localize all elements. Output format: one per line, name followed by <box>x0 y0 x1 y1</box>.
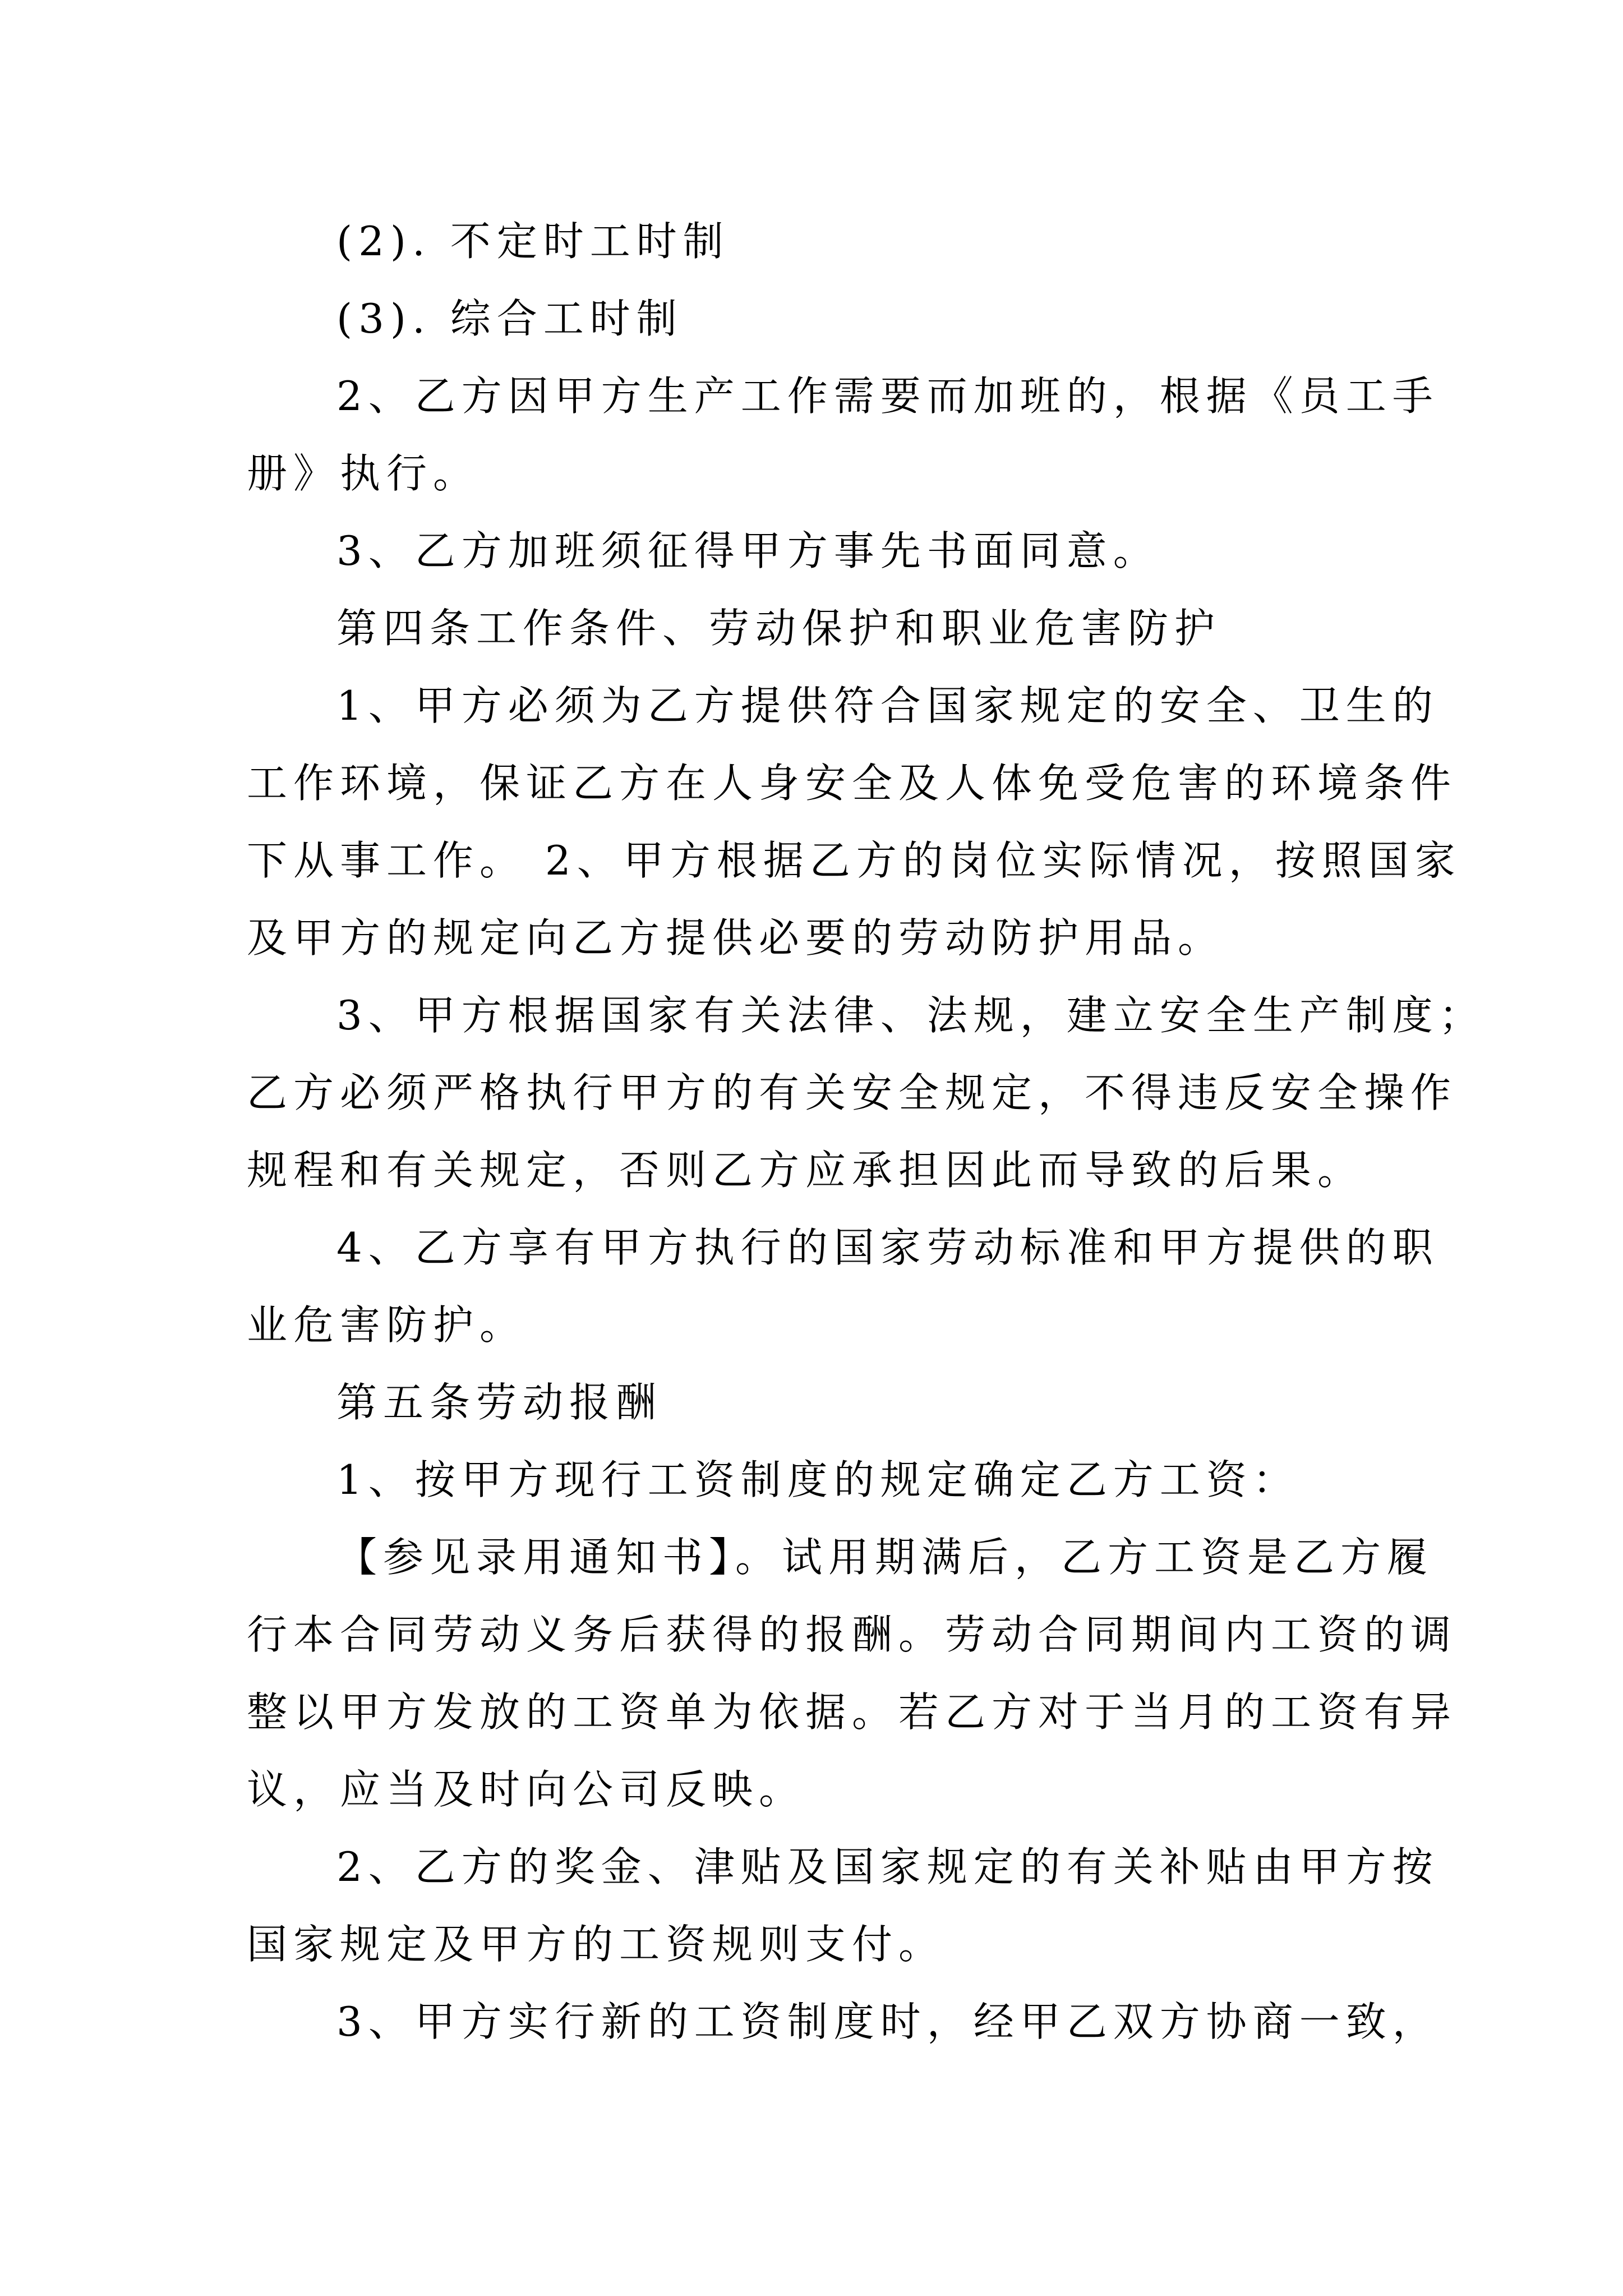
text-line: 第五条劳动报酬 <box>336 1379 663 1426</box>
text-line: 工作环境，保证乙方在人身安全及人体免受危害的环境条件 <box>247 760 1458 807</box>
text-line: 业危害防护。 <box>247 1301 527 1349</box>
text-line: 国家规定及甲方的工资规则支付。 <box>247 1921 946 1968</box>
text-line: 下从事工作。 2、甲方根据乙方的岗位实际情况，按照国家 <box>247 837 1461 884</box>
text-line: (2). 不定时工时制 <box>336 218 730 265</box>
text-line: 乙方必须严格执行甲方的有关安全规定，不得违反安全操作 <box>247 1069 1458 1116</box>
text-line: 第四条工作条件、劳动保护和职业危害防护 <box>336 605 1221 652</box>
text-line: 2、乙方因甲方生产工作需要而加班的，根据《员工手 <box>336 372 1439 420</box>
text-line: (3). 综合工时制 <box>336 295 683 342</box>
text-line: 3、乙方加班须征得甲方事先书面同意。 <box>336 527 1160 574</box>
text-line: 及甲方的规定向乙方提供必要的劳动防护用品。 <box>247 914 1225 961</box>
text-line: 1、甲方必须为乙方提供符合国家规定的安全、卫生的 <box>336 682 1439 729</box>
text-line: 册》执行。 <box>247 450 480 497</box>
text-line: 2、乙方的奖金、津贴及国家规定的有关补贴由甲方按 <box>336 1843 1439 1890</box>
text-line: 1、按甲方现行工资制度的规定确定乙方工资： <box>336 1456 1299 1503</box>
text-line: 4、乙方享有甲方执行的国家劳动标准和甲方提供的职 <box>336 1224 1439 1271</box>
text-line: 【参见录用通知书】。试用期满后，乙方工资是乙方履 <box>336 1534 1434 1581</box>
text-line: 议，应当及时向公司反映。 <box>247 1766 806 1813</box>
text-line: 3、甲方根据国家有关法律、法规，建立安全生产制度； <box>336 992 1486 1039</box>
text-line: 3、甲方实行新的工资制度时，经甲乙双方协商一致， <box>336 1998 1439 2045</box>
text-line: 规程和有关规定，否则乙方应承担因此而导致的后果。 <box>247 1147 1364 1194</box>
text-line: 行本合同劳动义务后获得的报酬。劳动合同期间内工资的调 <box>247 1611 1458 1658</box>
text-line: 整以甲方发放的工资单为依据。若乙方对于当月的工资有异 <box>247 1688 1458 1736</box>
